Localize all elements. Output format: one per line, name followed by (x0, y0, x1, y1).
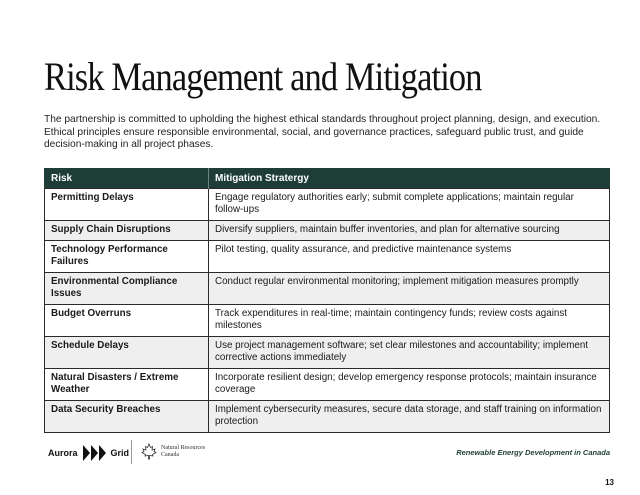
footer-tagline: Renewable Energy Development in Canada (456, 448, 610, 457)
aurora-grid-logo (48, 444, 129, 462)
mitigation-cell: Use project management software; set clear milestones and accountability; implement corrective actions immediately (209, 337, 610, 369)
risk-cell: Schedule Delays (45, 337, 209, 369)
risk-cell: Technology Performance Failures (45, 241, 209, 273)
mitigation-cell: Diversify suppliers, maintain buffer inventories, and plan for alternative sourcing (209, 221, 610, 241)
page-title: Risk Management and Mitigation (44, 54, 482, 99)
nrcan-logo (141, 443, 205, 461)
table-row (45, 401, 610, 433)
table-row (45, 273, 610, 305)
table-row (45, 241, 610, 273)
table-header-row (45, 168, 610, 189)
logo-text-aurora: Aurora (48, 448, 78, 458)
risk-table-container (44, 168, 610, 427)
chevron-arrows-icon (83, 445, 107, 461)
mitigation-cell: Pilot testing, quality assurance, and predictive maintenance systems (209, 241, 610, 273)
footer-divider (131, 440, 132, 464)
maple-leaf-icon (141, 443, 157, 461)
nrcan-line2: Canada (161, 452, 179, 458)
table-row (45, 369, 610, 401)
page-number: 13 (605, 478, 614, 487)
risk-cell: Permitting Delays (45, 189, 209, 221)
table-row (45, 189, 610, 221)
header-risk: Risk (45, 168, 209, 189)
header-mitigation: Mitigation Stratergy (209, 168, 610, 189)
table-row (45, 305, 610, 337)
intro-paragraph: The partnership is committed to upholding the highest ethical standards throughout project planning, design, and execution. Ethical principles ensure responsible environmental, social, and governance practices, safeguard public trust, and guide decision-making in all project phases. (44, 114, 601, 151)
risk-cell: Natural Disasters / Extreme Weather (45, 369, 209, 401)
table-row (45, 221, 610, 241)
risk-cell: Budget Overruns (45, 305, 209, 337)
risk-cell: Supply Chain Disruptions (45, 221, 209, 241)
risk-table (44, 168, 610, 433)
mitigation-cell: Implement cybersecurity measures, secure data storage, and staff training on information protection (209, 401, 610, 433)
risk-cell: Data Security Breaches (45, 401, 209, 433)
mitigation-cell: Incorporate resilient design; develop emergency response protocols; maintain insurance coverage (209, 369, 610, 401)
nrcan-wordmark (161, 445, 205, 459)
nrcan-line1: Natural Resources (161, 445, 206, 451)
table-row (45, 337, 610, 369)
mitigation-cell: Track expenditures in real-time; maintain contingency funds; review costs against milestones (209, 305, 610, 337)
risk-cell: Environmental Compliance Issues (45, 273, 209, 305)
mitigation-cell: Conduct regular environmental monitoring; implement mitigation measures promptly (209, 273, 610, 305)
logo-text-grid: Grid (110, 448, 130, 458)
mitigation-cell: Engage regulatory authorities early; submit complete applications; maintain regular follow-ups (209, 189, 610, 221)
